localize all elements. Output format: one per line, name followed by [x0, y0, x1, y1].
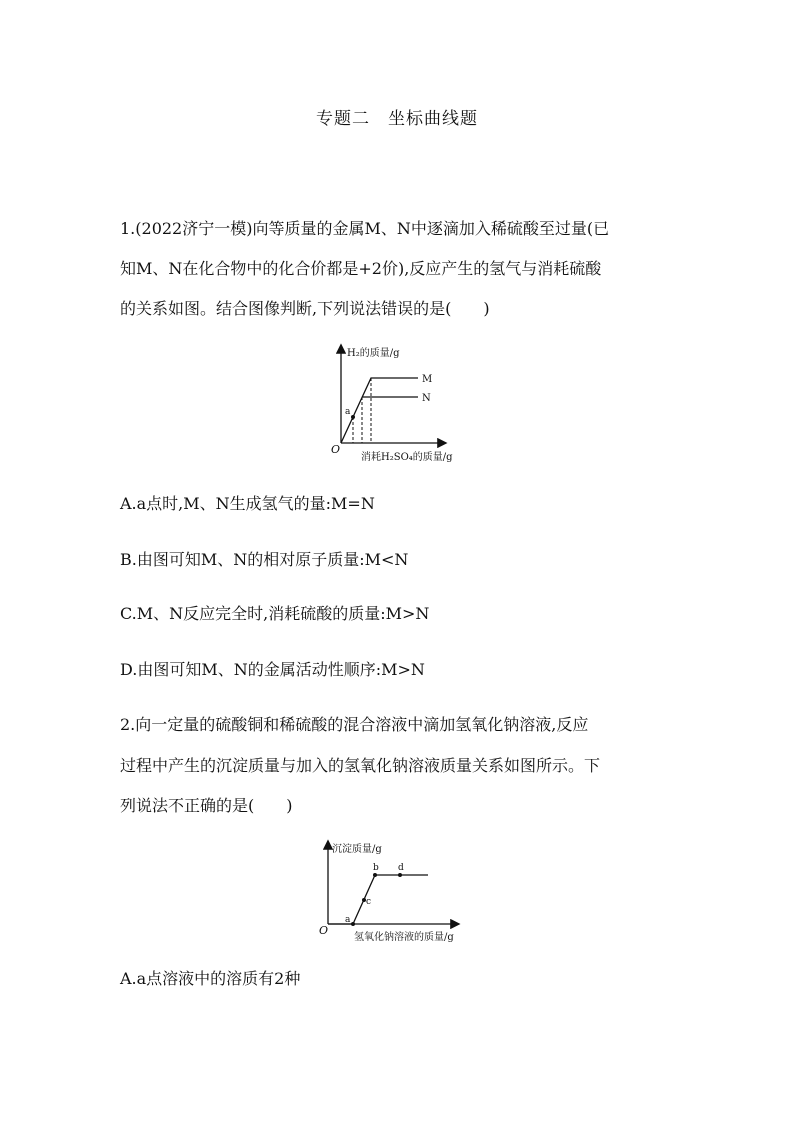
question-2-line-2: 过程中产生的沉淀质量与加入的氢氧化钠溶液质量关系如图所示。下: [120, 756, 601, 775]
question-2-line-3: 列说法不正确的是( ): [120, 796, 293, 815]
point-a-label: a: [345, 407, 351, 417]
point-b-marker: [373, 873, 377, 877]
question-1-line-2: 知M、N在化合物中的化合价都是+2价),反应产生的氢气与消耗硫酸: [120, 259, 602, 278]
page-title: 专题二 坐标曲线题: [316, 109, 478, 129]
question-2-line-1: 2.向一定量的硫酸铜和稀硫酸的混合溶液中滴加氢氧化钠溶液,反应: [120, 715, 589, 734]
point-d-marker: [398, 873, 402, 877]
series-N-label: N: [422, 393, 431, 404]
point-b-label: b: [373, 863, 379, 873]
point-a-marker: [351, 415, 355, 419]
point-a-marker: [351, 922, 355, 926]
y-axis-label: H₂的质量/g: [347, 348, 400, 359]
point-a-label: a: [345, 915, 351, 925]
question-1-line-3: 的关系如图。结合图像判断,下列说法错误的是( ): [120, 299, 490, 318]
series-M-label: M: [422, 374, 433, 385]
question-1-option-c[interactable]: C.M、N反应完全时,消耗硫酸的质量:M>N: [120, 604, 430, 623]
point-d-label: d: [398, 863, 404, 873]
x-axis-label: 消耗H₂SO₄的质量/g: [361, 452, 453, 462]
origin-label: O: [319, 924, 329, 937]
point-c-label: c: [366, 897, 372, 907]
figure-1-hydrogen-vs-acid: [325, 340, 470, 462]
y-axis-label: 沉淀质量/g: [332, 844, 382, 855]
figure-2-precipitate-vs-naoh: [318, 836, 478, 948]
question-1-option-b[interactable]: B.由图可知M、N的相对原子质量:M<N: [120, 550, 409, 569]
x-axis-label: 氢氧化钠溶液的质量/g: [354, 932, 454, 943]
question-1-line-1: 1.(2022济宁一模)向等质量的金属M、N中逐滴加入稀硫酸至过量(已: [120, 219, 610, 238]
question-1-option-a[interactable]: A.a点时,M、N生成氢气的量:M=N: [120, 494, 375, 513]
question-1-option-d[interactable]: D.由图可知M、N的金属活动性顺序:M>N: [120, 660, 425, 679]
precipitate-curve: [328, 875, 428, 924]
question-2-option-a[interactable]: A.a点溶液中的溶质有2种: [120, 969, 301, 988]
origin-label: O: [331, 443, 341, 456]
